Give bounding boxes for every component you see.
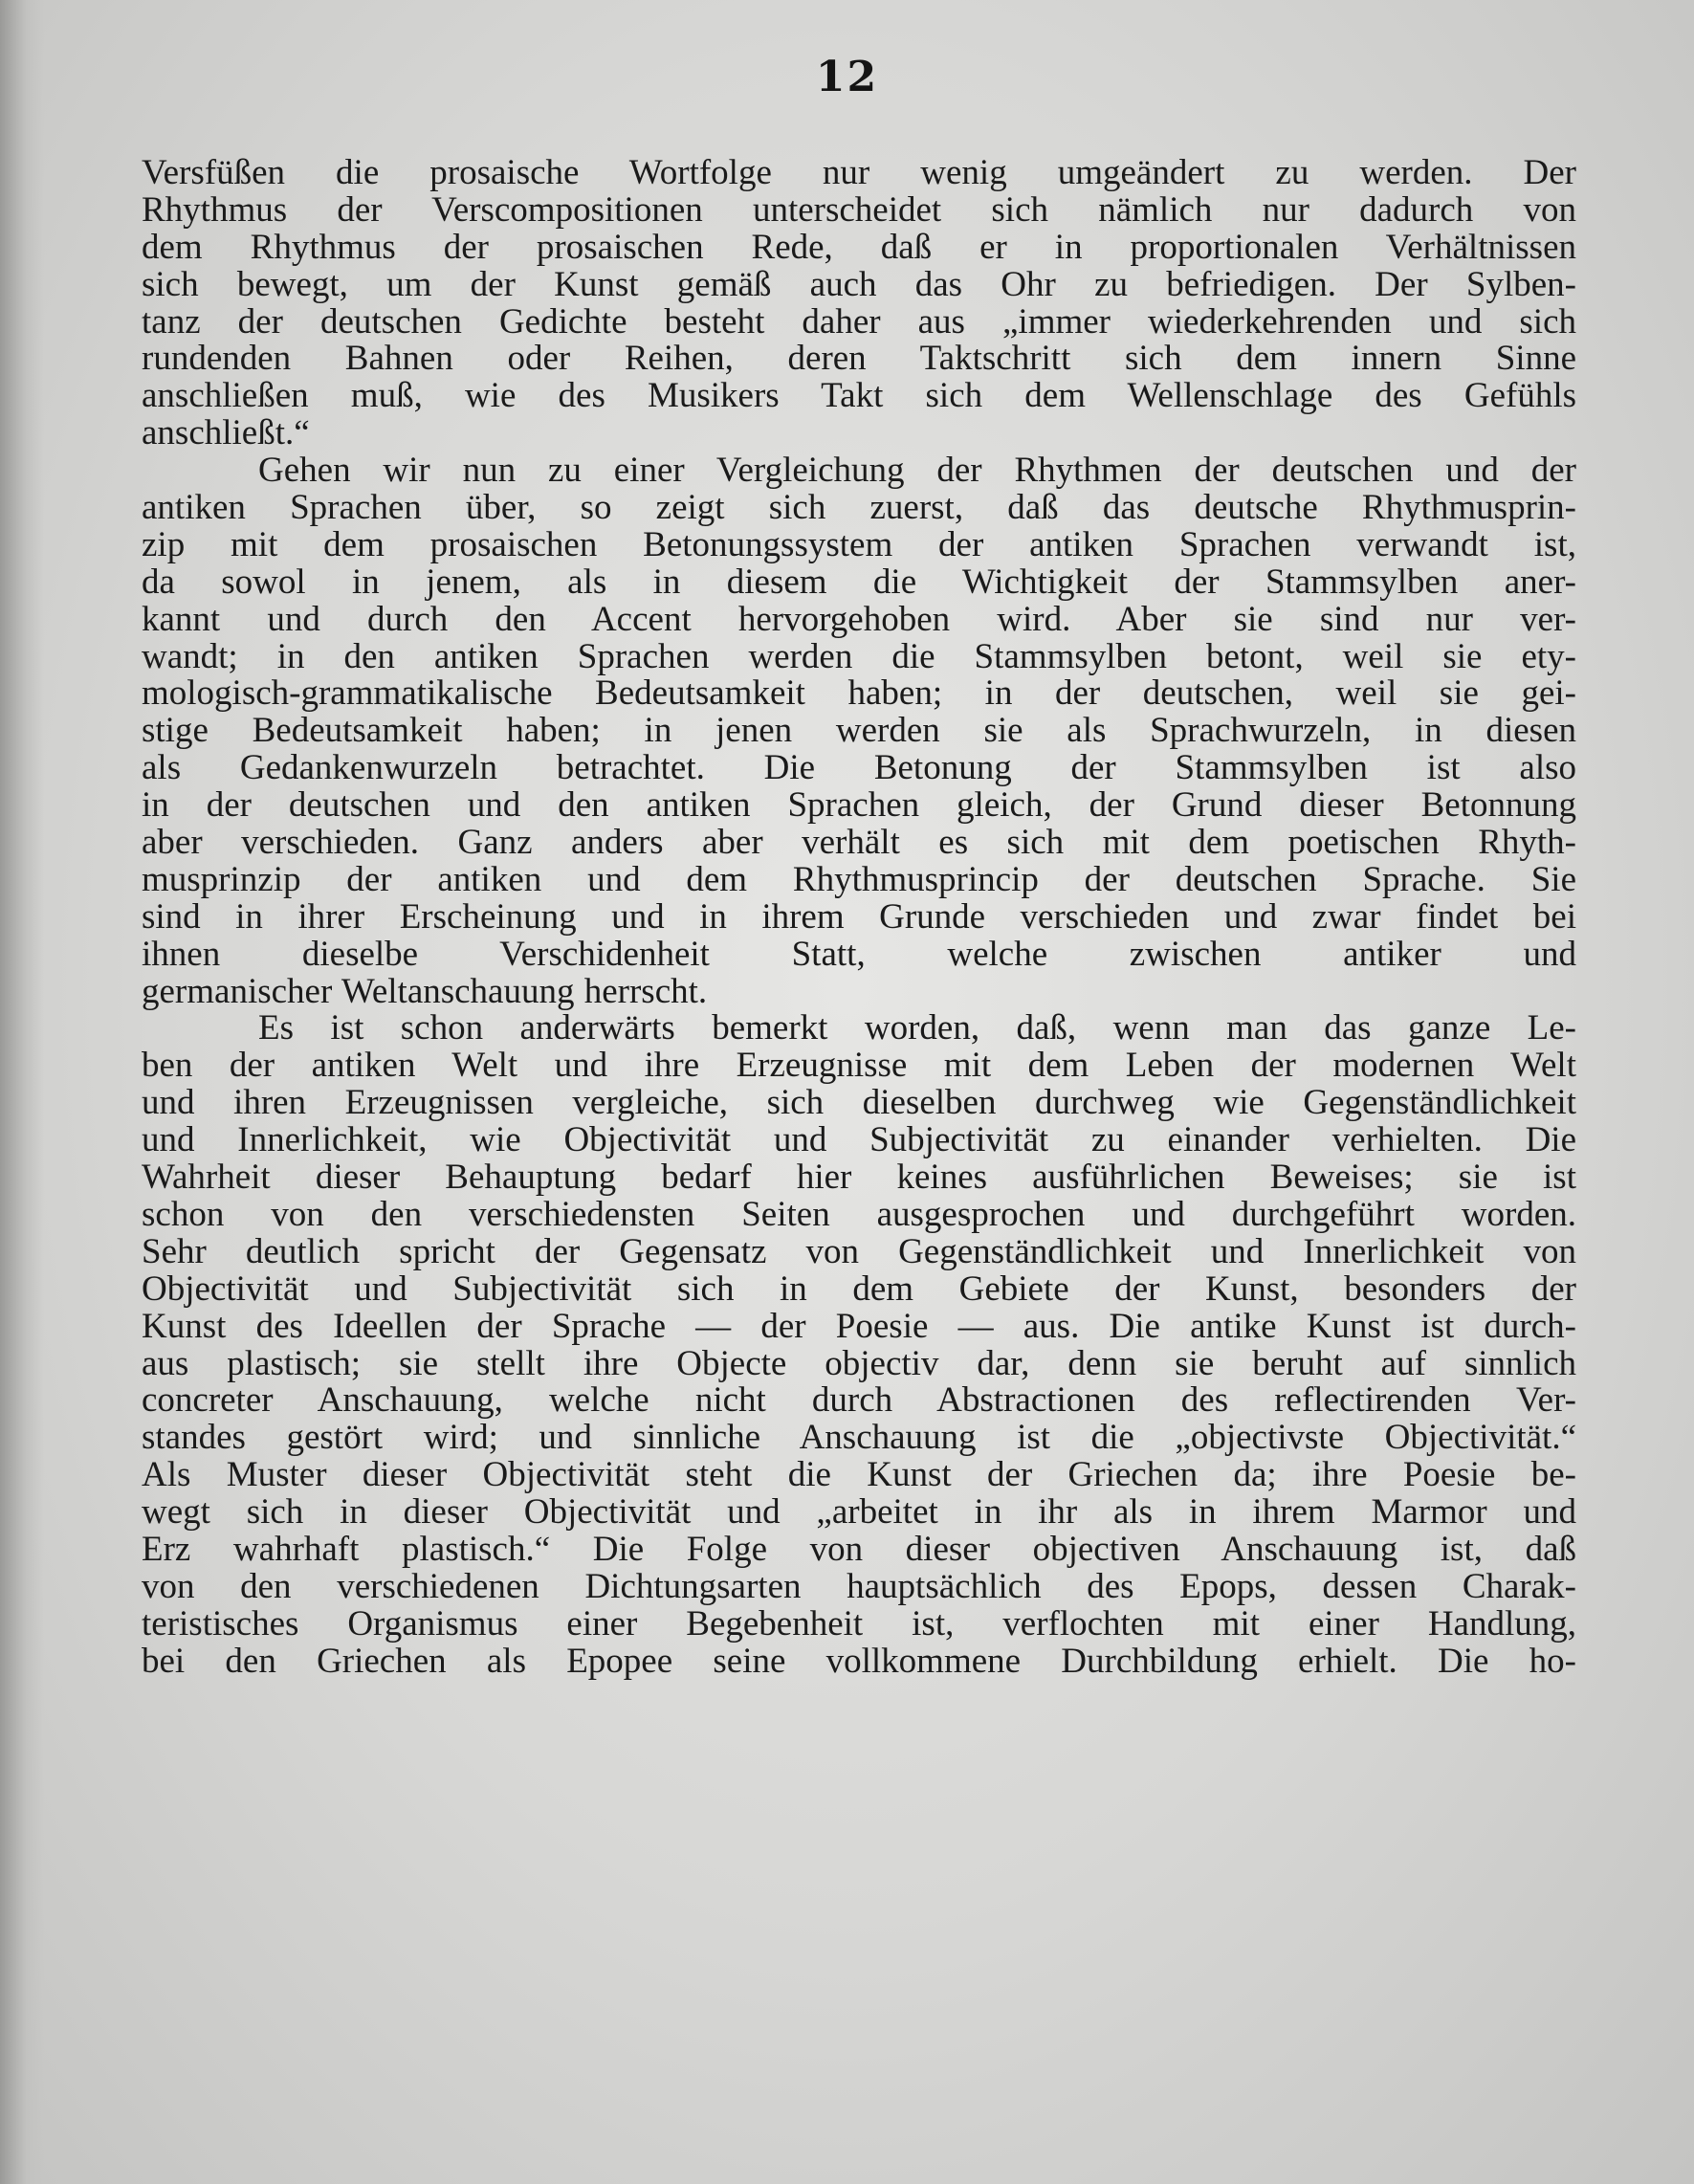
text-line: Als Muster dieser Objectivität steht die Kunst der Griechen da; ihre Poesie be- (142, 1457, 1576, 1495)
text-line: mologisch-grammatikalische Bedeutsamkeit haben; in der deutschen, weil sie gei- (142, 675, 1576, 714)
text-line: in der deutschen und den antiken Sprachen gleich, der Grund dieser Betonnung (142, 787, 1576, 826)
paragraph-3 (142, 1010, 1576, 1680)
paragraph-2 (142, 452, 1576, 1010)
text-line: kannt und durch den Accent hervorgehoben wird. Aber sie sind nur ver- (142, 601, 1576, 639)
text-line: ben der antiken Welt und ihre Erzeugnisse mit dem Leben der modernen Welt (142, 1048, 1576, 1086)
text-line: Gehen wir nun zu einer Vergleichung der Rhythmen der deutschen und der (258, 452, 1576, 491)
text-line: germanischer Weltanschauung herrscht. (142, 973, 708, 1011)
paragraph-1 (142, 155, 1576, 452)
text-line: Kunst des Ideellen der Sprache — der Poesie — aus. Die antike Kunst ist durch- (142, 1308, 1576, 1346)
text-line: anschließt.“ (142, 415, 310, 453)
text-line: rundenden Bahnen oder Reihen, deren Taktschritt sich dem innern Sinne (142, 341, 1576, 379)
text-line: und Innerlichkeit, wie Objectivität und Subjectivität zu einander verhielten. Die (142, 1122, 1576, 1160)
text-line: ihnen dieselbe Verschidenheit Statt, welche zwischen antiker und (142, 936, 1576, 974)
text-line: Rhythmus der Verscompositionen unterscheidet sich nämlich nur dadurch von (142, 191, 1576, 230)
text-line: von den verschiedenen Dichtungsarten hauptsächlich des Epops, dessen Charak- (142, 1568, 1576, 1606)
text-line: antiken Sprachen über, so zeigt sich zuerst, daß das deutsche Rhythmusprin- (142, 490, 1576, 527)
text-line: musprinzip der antiken und dem Rhythmusprincip der deutschen Sprache. Sie (142, 861, 1576, 899)
text-line: Erz wahrhaft plastisch.“ Die Folge von dieser objectiven Anschauung ist, daß (142, 1531, 1576, 1569)
text-line: schon von den verschiedensten Seiten ausgesprochen und durchgeführt worden. (142, 1196, 1576, 1234)
text-line: teristisches Organismus einer Begebenheit ist, verflochten mit einer Handlung, (142, 1605, 1576, 1644)
text-line: concreter Anschauung, welche nicht durch Abstractionen des reflectirenden Ver- (142, 1382, 1576, 1421)
text-line: wegt sich in dieser Objectivität und „arbeitet in ihr als in ihrem Marmor und (142, 1494, 1576, 1532)
text-line: bei den Griechen als Epopee seine vollkommene Durchbildung erhielt. Die ho- (142, 1643, 1576, 1681)
text-line: Es ist schon anderwärts bemerkt worden, daß, wenn man das ganze Le- (258, 1010, 1576, 1048)
text-line: anschließen muß, wie des Musikers Takt sich dem Wellenschlage des Gefühls (142, 378, 1576, 416)
text-line: zip mit dem prosaischen Betonungssystem der antiken Sprachen verwandt ist, (142, 526, 1576, 564)
page-gutter-shadow (0, 0, 44, 2184)
text-line: dem Rhythmus der prosaischen Rede, daß er in proportionalen Verhältnissen (142, 229, 1576, 267)
text-line: sind in ihrer Erscheinung und in ihrem Grunde verschieden und zwar findet bei (142, 898, 1576, 937)
text-line: Wahrheit dieser Behauptung bedarf hier keines ausführlichen Beweises; sie ist (142, 1159, 1576, 1197)
text-line: da sowol in jenem, als in diesem die Wichtigkeit der Stammsylben aner- (142, 563, 1576, 602)
text-line: Objectivität und Subjectivität sich in dem Gebiete der Kunst, besonders der (142, 1270, 1576, 1309)
text-line: tanz der deutschen Gedichte besteht daher aus „immer wiederkehrenden und sich (142, 303, 1576, 342)
text-line: standes gestört wird; und sinnliche Anschauung ist die „objectivste Objectivität.“ (142, 1420, 1576, 1458)
text-line: als Gedankenwurzeln betrachtet. Die Betonung der Stammsylben ist also (142, 750, 1576, 788)
text-line: Versfüßen die prosaische Wortfolge nur wenig umgeändert zu werden. Der (142, 155, 1576, 192)
text-line: und ihren Erzeugnissen vergleiche, sich dieselben durchweg wie Gegenständlichkeit (142, 1085, 1576, 1123)
text-line: wandt; in den antiken Sprachen werden die Stammsylben betont, weil sie ety- (142, 638, 1576, 676)
text-line: sich bewegt, um der Kunst gemäß auch das Ohr zu befriedigen. Der Sylben- (142, 266, 1576, 304)
body-text (142, 155, 1576, 1681)
text-line: Sehr deutlich spricht der Gegensatz von Gegenständlichkeit und Innerlichkeit von (142, 1233, 1576, 1271)
text-line: stige Bedeutsamkeit haben; in jenen werden sie als Sprachwurzeln, in diesen (142, 713, 1576, 751)
text-line: aber verschieden. Ganz anders aber verhält es sich mit dem poetischen Rhyth- (142, 825, 1576, 862)
page-number: 12 (815, 53, 879, 101)
text-line: aus plastisch; sie stellt ihre Objecte objectiv dar, denn sie beruht auf sinnlich (142, 1345, 1576, 1383)
